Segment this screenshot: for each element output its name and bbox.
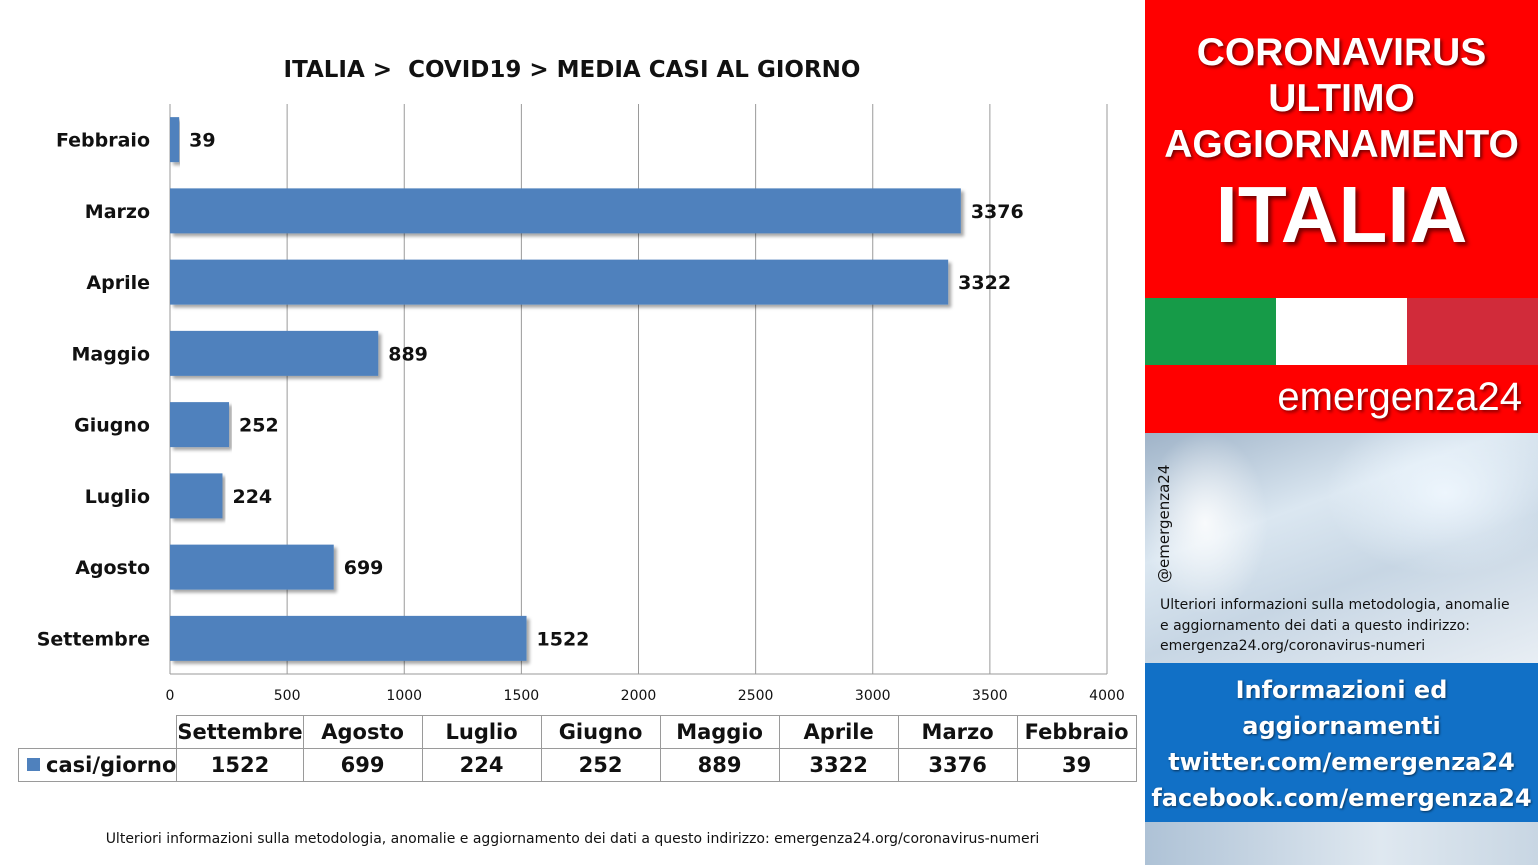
flag-stripe-white [1276, 298, 1407, 365]
bar [170, 117, 179, 162]
y-category-label: Giugno [74, 414, 150, 437]
bar [170, 188, 961, 233]
x-tick-label: 3500 [972, 688, 1008, 704]
table-cell: 1522 [177, 749, 303, 782]
table-series-cell [19, 749, 177, 782]
x-tick-label: 1000 [386, 688, 423, 704]
bar-value-label: 699 [343, 557, 384, 580]
table-column-header: Settembre [177, 716, 303, 749]
y-category-label: Febbraio [55, 129, 150, 152]
table-column-header: Aprile [779, 716, 898, 749]
table-cell: 3322 [779, 749, 898, 782]
italian-flag [1145, 298, 1538, 365]
brand-name: emergenza24 [1277, 375, 1522, 419]
bar [170, 616, 527, 661]
y-category-label: Settembre [36, 628, 150, 651]
bar [170, 402, 229, 447]
info-line: aggiornamenti [1242, 712, 1441, 740]
footnote: Ulteriori informazioni sulla metodologia, anomalie e aggiornamento dei dati a questo indirizzo: emergenza24.org/coronavirus-numeri [105, 831, 1040, 847]
social-handle: @emergenza24 [1155, 464, 1173, 583]
note-line: emergenza24.org/coronavirus-numeri [1160, 638, 1426, 654]
chart-bars [170, 117, 961, 661]
y-category-label: Marzo [84, 200, 150, 223]
banner-line: AGGIORNAMENTO [1164, 123, 1519, 166]
table-column-header: Luglio [422, 716, 541, 749]
bar-value-label: 252 [239, 414, 279, 437]
side-panel [1145, 0, 1538, 865]
table-cell: 889 [660, 749, 779, 782]
table-column-header: Agosto [303, 716, 422, 749]
bar-value-label: 3376 [970, 200, 1024, 223]
bar [170, 331, 378, 376]
table-column-header: Febbraio [1017, 716, 1136, 749]
banner-line: CORONAVIRUS [1196, 31, 1487, 74]
info-box [1145, 663, 1538, 822]
data-table [18, 715, 1137, 782]
facebook-link[interactable]: facebook.com/emergenza24 [1151, 784, 1532, 812]
table-cell: 699 [303, 749, 422, 782]
banner-country: ITALIA [1215, 170, 1468, 259]
table-row [19, 749, 1137, 782]
chart-title: ITALIA > COVID19 > MEDIA CASI AL GIORNO [283, 57, 861, 83]
x-tick-label: 2000 [620, 688, 657, 704]
methodology-note [1160, 595, 1532, 657]
twitter-link[interactable]: twitter.com/emergenza24 [1168, 748, 1515, 776]
y-category-label: Aprile [86, 272, 150, 295]
bar-value-label: 889 [388, 343, 428, 366]
table-cell: 39 [1017, 749, 1136, 782]
table-cell: 252 [541, 749, 660, 782]
info-line: Informazioni ed [1235, 676, 1448, 704]
table-column-header: Maggio [660, 716, 779, 749]
photo-strip [1145, 822, 1538, 865]
photo-background [1145, 433, 1538, 663]
x-tick-label: 500 [273, 688, 301, 704]
flag-stripe-red [1407, 298, 1538, 365]
y-category-label: Agosto [75, 557, 150, 580]
y-category-label: Maggio [71, 343, 150, 366]
table-header-row [19, 716, 1137, 749]
bar-value-label: 224 [232, 485, 273, 508]
bar [170, 473, 222, 518]
headline-banner [1145, 0, 1538, 298]
flag-stripe-green [1145, 298, 1276, 365]
x-tick-label: 0 [165, 688, 175, 704]
note-line: Ulteriori informazioni sulla metodologia, anomalie [1160, 597, 1510, 613]
note-line: e aggiornamento dei dati a questo indirizzo: [1160, 617, 1470, 634]
bar-value-label: 1522 [536, 628, 590, 651]
table-cell: 224 [422, 749, 541, 782]
banner-line: ULTIMO [1268, 77, 1415, 120]
table-column-header: Marzo [898, 716, 1017, 749]
bar [170, 260, 948, 305]
bar-value-label: 3322 [958, 272, 1012, 295]
bar-value-label: 39 [189, 129, 216, 152]
x-tick-label: 3000 [854, 688, 891, 704]
table-series-label: casi/giorno [46, 753, 177, 777]
table-column-header: Giugno [541, 716, 660, 749]
table-cell: 3376 [898, 749, 1017, 782]
x-tick-label: 4000 [1089, 688, 1125, 704]
x-tick-label: 1500 [503, 688, 540, 704]
bar [170, 545, 334, 590]
legend-swatch [27, 758, 40, 771]
brand-bar [1145, 365, 1538, 433]
y-category-label: Luglio [84, 485, 150, 508]
x-tick-label: 2500 [737, 688, 774, 704]
